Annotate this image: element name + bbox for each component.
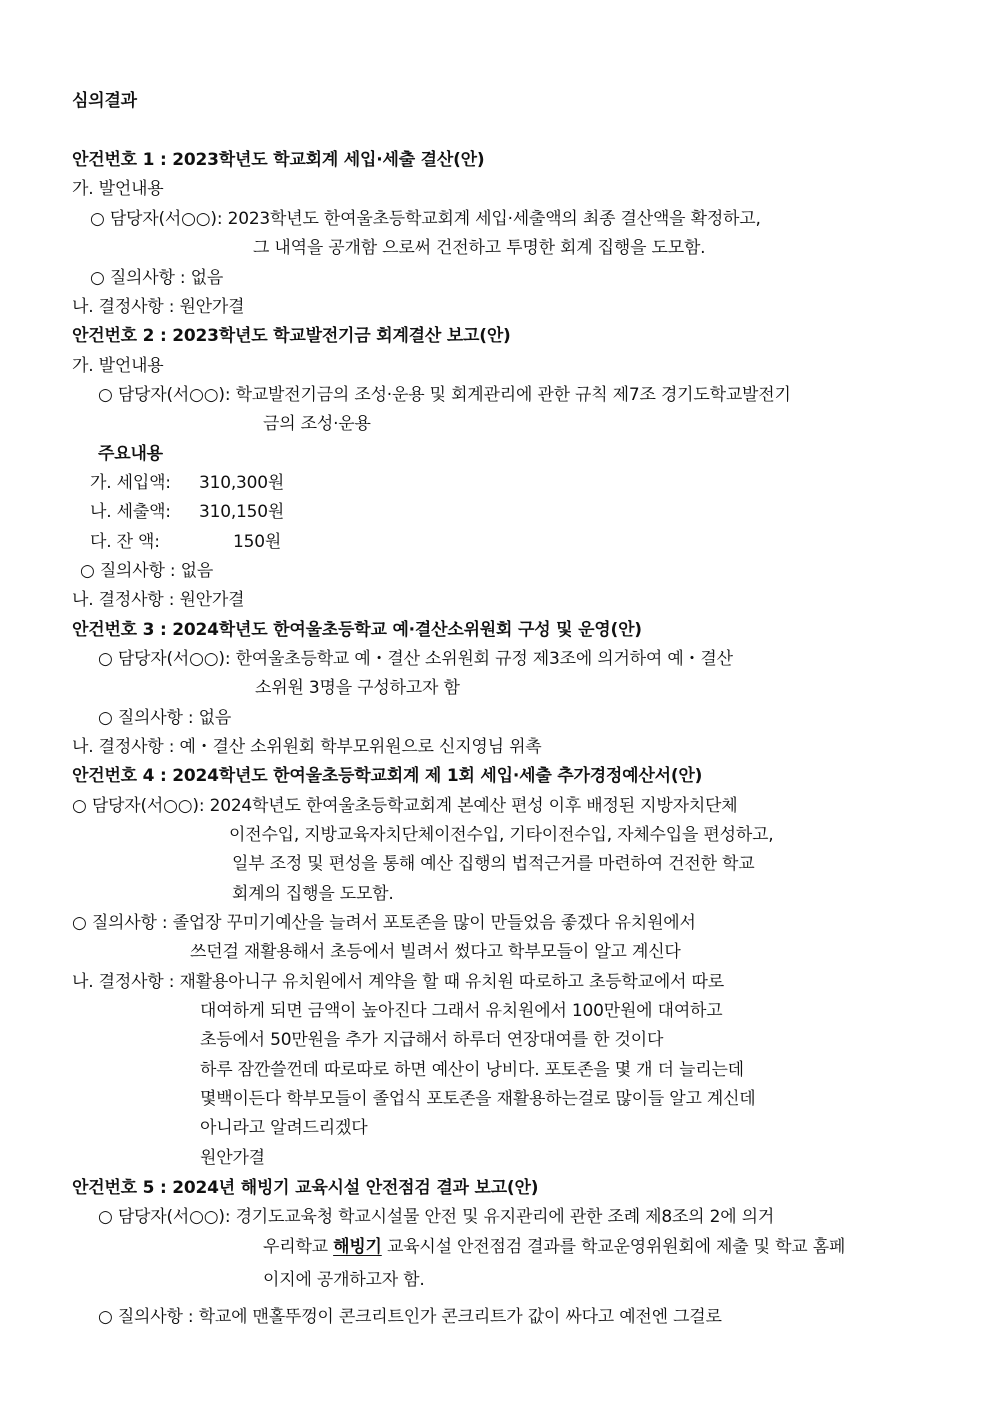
agenda-1-speaker-line-1: ○ 담당자(서○○): 2023학년도 한여울초등학교회계 세입·세출액의 최종 결산액을 확정하고,	[90, 209, 761, 229]
agenda-5-speaker-line-3: 이지에 공개하고자 함.	[263, 1270, 425, 1290]
agenda-4-decision-line-4: 하루 잠깐쓸껀데 따로따로 하면 예산이 낭비다. 포토존을 몇 개 더 늘리는데	[200, 1060, 744, 1080]
agenda-4-decision-line-5: 몇백이든다 학부모들이 졸업식 포토존을 재활용하는걸로 많이들 알고 계신데	[200, 1089, 756, 1109]
agenda-4-question-line-1: ○ 질의사항 : 졸업장 꾸미기예산을 늘려서 포토존을 많이 만들었음 좋겠다 유치원에서	[72, 913, 696, 933]
agenda-2-speaker-line-1: ○ 담당자(서○○): 학교발전기금의 조성·운용 및 회계관리에 관한 규칙 제7조 경기도학교발전기	[98, 385, 791, 405]
agenda-1-section-a: 가. 발언내용	[72, 179, 164, 199]
agenda-2-speaker-line-2: 금의 조성·운용	[263, 414, 371, 434]
summary-row-label: 다. 잔 액:	[90, 532, 160, 552]
agenda-4-decision-line-1: 나. 결정사항 : 재활용아니구 유치원에서 계약을 할 때 유치원 따로하고 초등학교에서 따로	[72, 972, 724, 992]
agenda-2-title: 안건번호 2 : 2023학년도 학교발전기금 회계결산 보고(안)	[72, 326, 511, 346]
agenda-4-speaker-line-1: ○ 담당자(서○○): 2024학년도 한여울초등학교회계 본예산 편성 이후 배정된 지방자치단체	[72, 796, 738, 816]
agenda-3-title: 안건번호 3 : 2024학년도 한여울초등학교 예·결산소위원회 구성 및 운영(안)	[72, 620, 642, 640]
agenda-2-summary-title: 주요내용	[98, 444, 163, 464]
agenda-2-question: ○ 질의사항 : 없음	[80, 561, 214, 581]
agenda-1-decision: 나. 결정사항 : 원안가결	[72, 297, 245, 317]
agenda-4-decision-line-7: 원안가결	[200, 1148, 265, 1168]
agenda-1-title: 안건번호 1 : 2023학년도 학교회계 세입·세출 결산(안)	[72, 150, 485, 170]
agenda-4-decision-line-3: 초등에서 50만원을 추가 지급해서 하루더 연장대여를 한 것이다	[200, 1030, 664, 1050]
summary-row-value: 310,300원	[199, 473, 285, 493]
agenda-5-speaker-line-2-pre: 우리학교	[263, 1237, 334, 1257]
agenda-4-question-line-2: 쓰던걸 재활용해서 초등에서 빌려서 썼다고 학부모들이 알고 계신다	[190, 942, 681, 962]
summary-row-label: 나. 세출액:	[90, 502, 171, 522]
agenda-4-decision-line-6: 아니라고 알려드리겠다	[200, 1118, 368, 1138]
agenda-3-decision: 나. 결정사항 : 예・결산 소위원회 학부모위원으로 신지영님 위촉	[72, 737, 542, 757]
agenda-1-question: ○ 질의사항 : 없음	[90, 268, 224, 288]
agenda-4-decision-line-2: 대여하게 되면 금액이 높아진다 그래서 유치원에서 100만원에 대여하고	[200, 1001, 723, 1021]
summary-row-value: 150원	[233, 532, 282, 552]
agenda-4-speaker-line-3: 일부 조정 및 편성을 통해 예산 집행의 법적근거를 마련하여 건전한 학교	[232, 854, 755, 874]
agenda-3-speaker-line-1: ○ 담당자(서○○): 한여울초등학교 예・결산 소위원회 규정 제3조에 의거하여 예・결산	[98, 649, 733, 669]
agenda-2-decision: 나. 결정사항 : 원안가결	[72, 590, 245, 610]
agenda-4-title: 안건번호 4 : 2024학년도 한여울초등학교회계 제 1회 세입·세출 추가경정예산서(안)	[72, 766, 703, 786]
agenda-2-section-a: 가. 발언내용	[72, 356, 164, 376]
agenda-3-question: ○ 질의사항 : 없음	[98, 708, 232, 728]
summary-row-label: 가. 세입액:	[90, 473, 171, 493]
agenda-3-speaker-line-2: 소위원 3명을 구성하고자 함	[255, 678, 460, 698]
agenda-5-speaker-line-2	[263, 1236, 845, 1258]
agenda-5-question: ○ 질의사항 : 학교에 맨홀뚜껑이 콘크리트인가 콘크리트가 값이 싸다고 예전엔 그걸로	[98, 1307, 722, 1327]
agenda-4-speaker-line-4: 회계의 집행을 도모함.	[232, 884, 394, 904]
agenda-1-speaker-line-2: 그 내역을 공개함 으로써 건전하고 투명한 회계 집행을 도모함.	[253, 238, 706, 258]
highlight-term: 해빙기	[333, 1237, 382, 1257]
agenda-4-speaker-line-2: 이전수입, 지방교육자치단체이전수입, 기타이전수입, 자체수입을 편성하고,	[229, 825, 774, 845]
document-heading: 심의결과	[72, 91, 137, 111]
summary-row-value: 310,150원	[199, 502, 285, 522]
agenda-5-speaker-line-2-post: 교육시설 안전점검 결과를 학교운영위원회에 제출 및 학교 홈페	[381, 1237, 846, 1257]
agenda-5-title: 안건번호 5 : 2024년 해빙기 교육시설 안전점검 결과 보고(안)	[72, 1178, 539, 1198]
agenda-5-speaker-line-1: ○ 담당자(서○○): 경기도교육청 학교시설물 안전 및 유지관리에 관한 조례 제8조의 2에 의거	[98, 1207, 775, 1227]
